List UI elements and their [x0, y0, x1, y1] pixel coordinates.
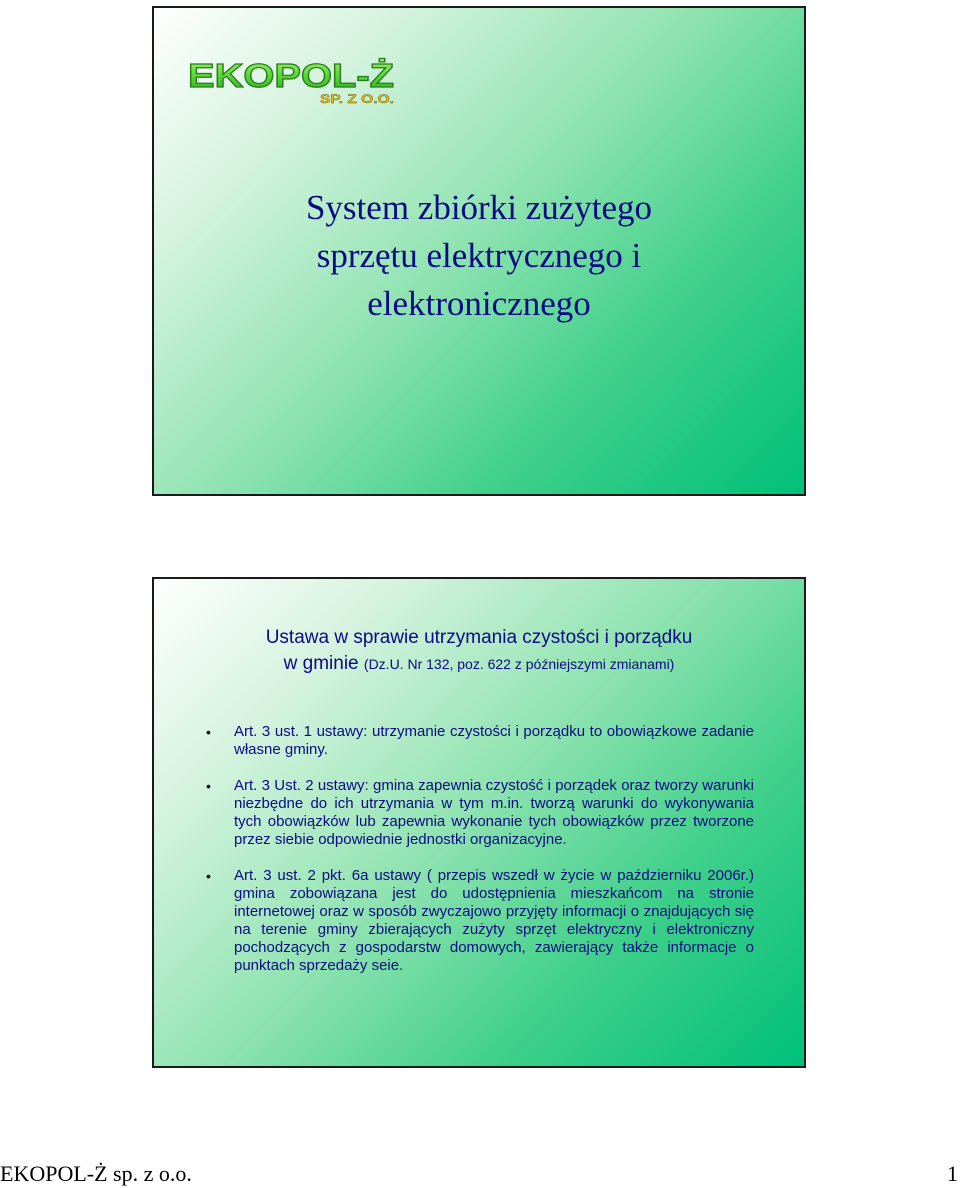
ekopol-logo	[184, 54, 400, 106]
logo-name: EKOPOL-Ż	[188, 57, 394, 94]
law-title-main: w gminie	[283, 653, 364, 674]
title-slide	[152, 6, 806, 496]
law-title-line-1: Ustawa w sprawie utrzymania czystości i porządku	[265, 627, 693, 648]
bullet-text: Art. 3 ust. 1 ustawy: utrzymanie czystości i porządku to obowiązkowe zadanie własne gminy.	[234, 723, 754, 758]
bullet-item	[206, 867, 754, 975]
law-title	[154, 625, 804, 677]
footer-company: EKOPOL-Ż sp. z o.o.	[0, 1161, 192, 1186]
bullet-text: Art. 3 Ust. 2 ustawy: gmina zapewnia czystość i porządek oraz tworzy warunki niezbędne do ich utrzymania w tym m.in. tworzą warunki do wykonywania tych obowiązków lub zapewnia wykonanie tych obowiązków przez tworzone przez siebie odpowiednie jednostki organizacyjne.	[234, 777, 754, 848]
bullet-text: Art. 3 ust. 2 pkt. 6a ustawy ( przepis wszedł w życie w październiku 2006r.) gmina zobowiązana jest do udostępnienia mieszkańcom na stronie internetowej oraz w sposób zwyczajowo przyjęty informacji o znajdujących się na terenie gminy zbierających zużyty sprzęt elektryczny i elektroniczny pochodzących z gospodarstw domowych, zawierający także informacje o punktach sprzedaży seie.	[234, 867, 754, 974]
bullet-item	[206, 777, 754, 849]
bullet-icon: •	[206, 724, 211, 740]
bullet-icon: •	[206, 868, 211, 884]
title-line-1: System zbiórki zużytego	[305, 188, 653, 227]
page-number: 1	[947, 1161, 958, 1186]
title-line-2: sprzętu elektrycznego i	[316, 236, 642, 275]
law-slide	[152, 577, 806, 1068]
bullet-item	[206, 723, 754, 759]
bullet-list	[154, 723, 806, 993]
presentation-title	[154, 184, 804, 328]
logo-subtitle: SP. Z O.O.	[320, 92, 394, 106]
title-line-3: elektronicznego	[367, 284, 591, 323]
bullet-icon: •	[206, 778, 211, 794]
law-citation: (Dz.U. Nr 132, poz. 622 z późniejszymi zmianami)	[363, 656, 675, 672]
law-title-line-2	[154, 651, 804, 677]
